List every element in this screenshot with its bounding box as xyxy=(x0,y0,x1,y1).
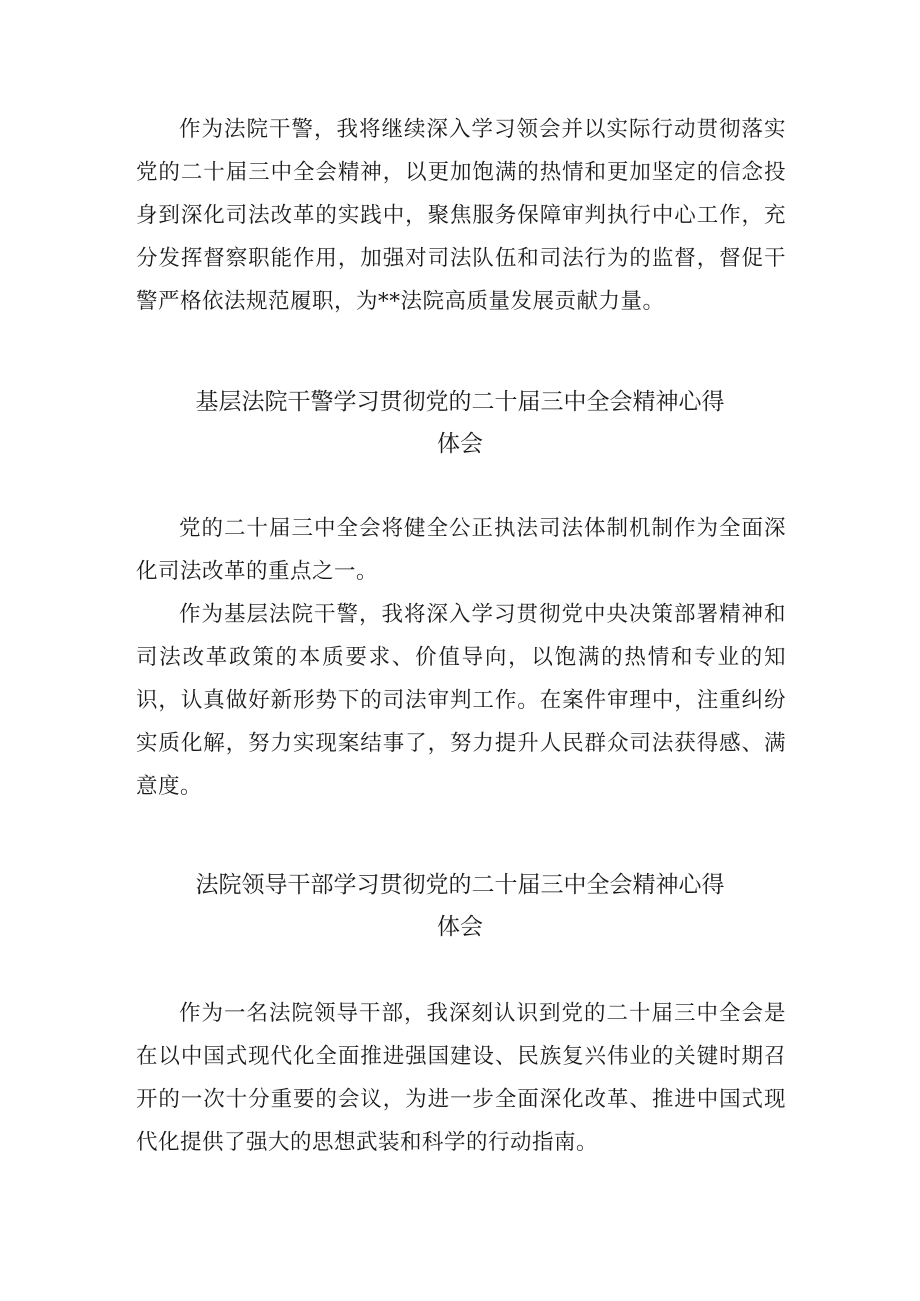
paragraph: 作为基层法院干警，我将深入学习贯彻党中央决策部署精神和司法改革政策的本质要求、价值导向，以饱满的热情和专业的知识，认真做好新形势下的司法审判工作。在案件审理中，注重纠纷实质化解，努力实现案结事了，努力提升人民群众司法获得感、满意度。 xyxy=(136,602,786,799)
section-1-body xyxy=(136,108,786,323)
section-3-title-line2: 体会 xyxy=(437,914,483,940)
section-2-body xyxy=(136,507,786,808)
section-3-title xyxy=(100,864,820,948)
section-3-body xyxy=(136,992,786,1164)
section-2-title xyxy=(100,381,820,465)
paragraph: 党的二十届三中全会将健全公正执法司法体制机制作为全面深化司法改革的重点之一。 xyxy=(136,516,786,584)
section-3-title-line1: 法院领导干部学习贯彻党的二十届三中全会精神心得 xyxy=(195,872,725,898)
section-2-title-line2: 体会 xyxy=(437,431,483,457)
paragraph: 作为一名法院领导干部，我深刻认识到党的二十届三中全会是在以中国式现代化全面推进强国建设、民族复兴伟业的关键时期召开的一次十分重要的会议，为进一步全面深化改革、推进中国式现代化提供了强大的思想武装和科学的行动指南。 xyxy=(136,1001,786,1155)
paragraph: 作为法院干警，我将继续深入学习领会并以实际行动贯彻落实党的二十届三中全会精神，以更加饱满的热情和更加坚定的信念投身到深化司法改革的实践中，聚焦服务保障审判执行中心工作，充分发挥督察职能作用，加强对司法队伍和司法行为的监督，督促干警严格依法规范履职，为**法院高质量发展贡献力量。 xyxy=(136,117,786,314)
section-2-title-line1: 基层法院干警学习贯彻党的二十届三中全会精神心得 xyxy=(195,389,725,415)
